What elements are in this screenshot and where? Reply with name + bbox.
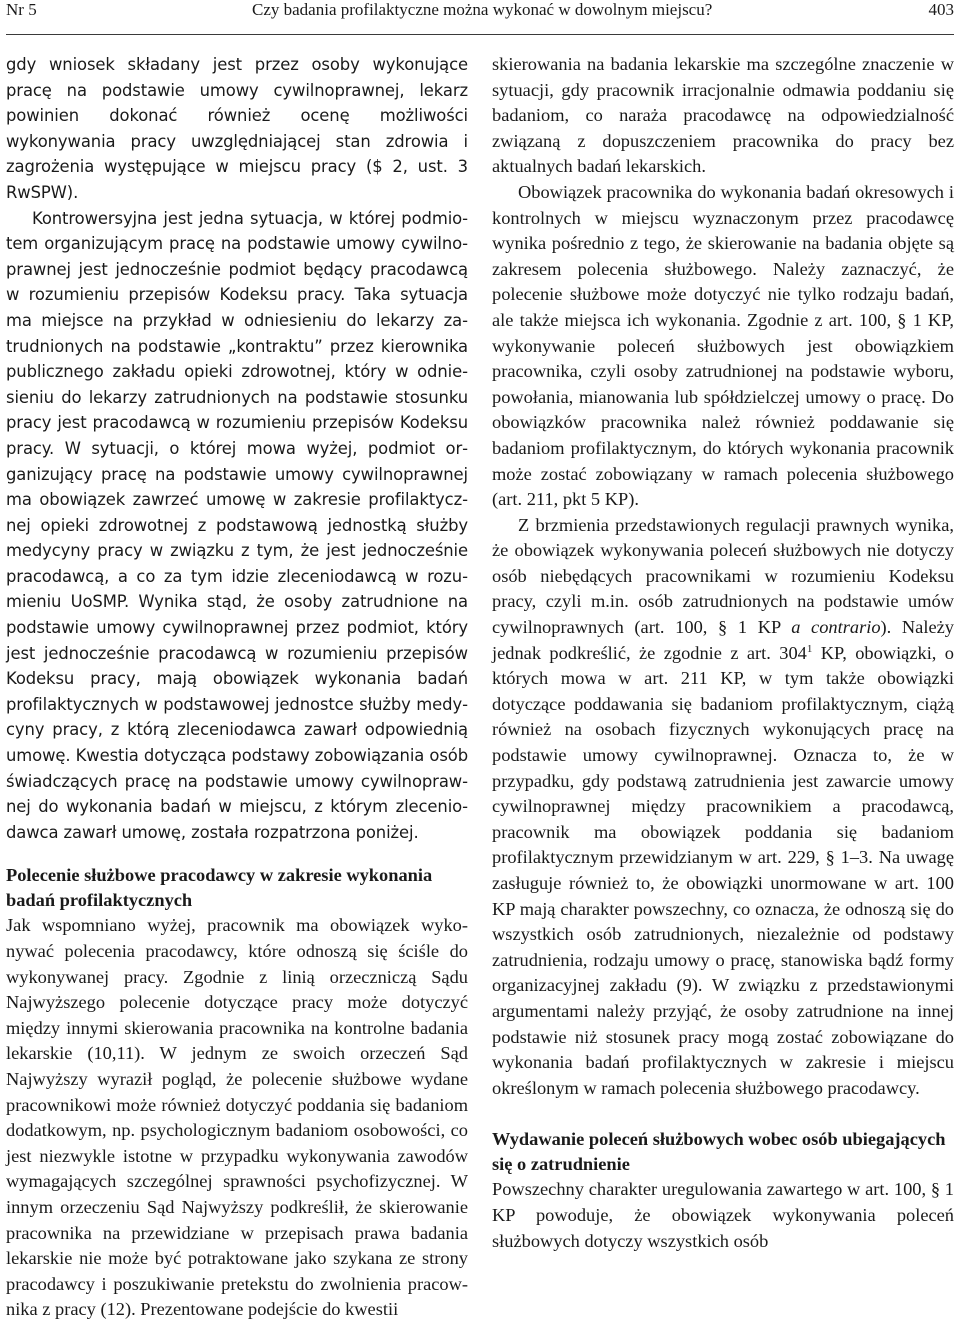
issue-number: Nr 5 (6, 0, 37, 19)
paragraph-text: KP, obowiązki, o których mowa w art. 211 KP, w tym także obowiązki dotyczące poddawania się badaniom profilaktycznym, ciążą również na osobach fizycznych wykonujących pracę na podstawie umowy cywilnoprawnej. Oznacza to, że w przypadku, gdy podstawą zatrudnienia jest zawarcie umowy cywilnoprawnej między pracownikiem a pracodawcą, pracownik ma obowiązek poddania się badaniom profilaktycznym przewidzianym w art. 229, § 1–3. Na uwagę zasługuje również to, że obowiązki unormowane w art. 100 KP mają charakter powszechny, co oznacza, że odnoszą się do wszystkich osób zatrudnionych, niezależnie od podstawy zatrudnienia, rodzaju umowy o pracę, stanowiska bądź formy organizacyjnej zakładu (9). W związku z przedstawionymi argumentami należy przyjąć, że osoby zatrudnione na innej podstawie niż stosunek pracy mogą zostać zobowiązane do wykonania badań profilaktycznych w zakresie i miejscu określonym w ramach polecenia służbowego pracodawcy. (492, 642, 954, 1098)
paragraph: Obowiązek pracownika do wykonania badań okresowych i kontrolnych w miejscu wyznaczonym przez pracodawcę wynika pośrednio z tego, że skierowanie na badania objęte są zakresem polecenia służbowego. Należy zaznaczyć, że polecenie służbowe może dotyczyć nie tylko rodzaju badań, ale także miejsca ich wykonania. Zgodnie z art. 100, § 1 KP, wykonywanie poleceń służbowych jest obowiązkiem pracownika, czyli osoby zatrudnionej na podstawie wyboru, powołania, mianowania lub spółdzielczej umowy o pracę. Do obowiązków pracownika należ również poddawanie się badaniom profilaktycznym, do których wykonania pracownik może zostać zobowiązany w ramach polecenia służbowego (art. 211, pkt 5 KP). (492, 181, 954, 510)
paragraph: Kontrowersyjna jest jedna sytuacja, w której podmiotem organizującym pracę na podstawie umowy cywilnoprawnej jest jednocześnie podmiot będący pracodawcą w rozumieniu przepisów Kodeksu pracy. Taka sytuacja ma miejsce na przykład w odniesieniu do lekarzy zatrudnionych na podstawie „kontraktu” przez kierownika publicznego zakładu opieki zdrowotnej, który w odniesieniu do lekarzy zatrudnionych na podstawie stosunku pracy jest pracodawcą w rozumieniu przepisów Kodeksu pracy. W sytuacji, o której mowa wyżej, podmiot organizujący pracę na podstawie umowy cywilnoprawnej ma obowiązek zawrzeć umowę w zakresie profilaktycznej opieki zdrowotnej z podstawową jednostką służby medycyny pracy w związku z tym, że jest jednocześnie pracodawcą, a co za tym idzie zleceniodawcą w rozumieniu UoSMP. Wynika stąd, że osoby zatrudnione na podstawie umowy cywilnoprawnej przez podmiot, który jest jednocześnie pracodawcą w rozumieniu przepisów Kodeksu pracy, mają obowiązek wykonania badań profilaktycznych w podstawowej jednostce służby medycyny pracy, z którą zleceniodawca zawarł odpowiednią umowę. Kwestia dotycząca podstawy zobowiązania osób świadczących pracę na podstawie umowy cywilnoprawnej do wykonania badań w miejscu, z którym zleceniodawca zawarł umowę, została rozpatrzona poniżej. (6, 208, 468, 842)
page-number: 403 (928, 0, 954, 19)
paragraph: gdy wniosek składany jest przez osoby wykonujące pracę na podstawie umowy cywilnoprawnej, lekarz powinien dokonać również ocenę możliwości wykonywania pracy uwzględniającej stan zdrowia i zagrożenia występujące w miejscu pracy ($ 2, ust. 3 RwSPW). (6, 55, 468, 202)
running-header (6, 0, 954, 35)
italic-term: a contrario (791, 617, 881, 638)
paragraph: Powszechny charakter uregulowania zawartego w art. 100, § 1 KP powoduje, że obowiązek wykonywania poleceń służbowych dotyczy wszystkich osób (492, 1179, 954, 1251)
paragraph: skierowania na badania lekarskie ma szczególne znaczenie w sytuacji, gdy pracownik irracjonalnie odmawia poddaniu się badaniom, co naraża pracodawcę na odpowiedzialność związaną z dopuszczeniem pracownika do pracy bez aktualnych badań lekarskich. (492, 54, 954, 177)
paragraph (492, 513, 954, 1102)
superscript: 1 (806, 642, 813, 655)
paragraph-text: ). Należy jednak podkreślić, że zgodnie z art. 304 (492, 617, 954, 663)
section-heading: Wydawanie poleceń służbowych wobec osób ubiegających się o zatrudnienie (492, 1129, 946, 1175)
left-column (6, 52, 468, 1323)
running-title: Czy badania profilaktyczne można wykonać w dowolnym miejscu? (252, 0, 713, 19)
paragraph-text: Z brzmienia przedstawionych regulacji prawnych wynika, że obowiązek wykonywania poleceń służbowych nie dotyczy osób niebędących pracownikami w rozumieniu Kodeksu pracy, czyli m.in. osób zatrudnionych na podstawie umów cywilnoprawnych (art. 100, § 1 KP (492, 514, 954, 638)
section-heading: Polecenie służbowe pracodawcy w zakresie wykonania badań profilaktycznych (6, 865, 433, 911)
right-column (492, 52, 954, 1254)
paragraph: Jak wspomniano wyżej, pracownik ma obowiązek wykonywać polecenia pracodawcy, które odnoszą się ściśle do wykonywanej pracy. Zgodnie z linią orzeczniczą Sądu Najwyższego polecenie dotyczące pracy może dotyczyć między innymi skierowania pracownika na kontrolne badania lekarskie (10,11). W jednym ze swoich orzeczeń Sąd Najwyższy wyraził pogląd, że polecenie służbowe wydane pracownikowi może również dotyczyć poddania się badaniom dodatkowym, np. psychologicznym badaniom osobowości, co jest niezwykle istotne w przypadku wykonywania zawodów wymagających szczególnej sprawności psychofizycznej. W innym orzeczeniu Sąd Najwyższy podkreślił, że skierowanie pracownika na przewidziane w przepisach prawa badania lekarskie nie może być potraktowane jako szykana ze strony pracodawcy i poszukiwanie pretekstu do zwolnienia pracownika z pracy (12). Prezentowane podejście do kwestii (6, 915, 468, 1320)
